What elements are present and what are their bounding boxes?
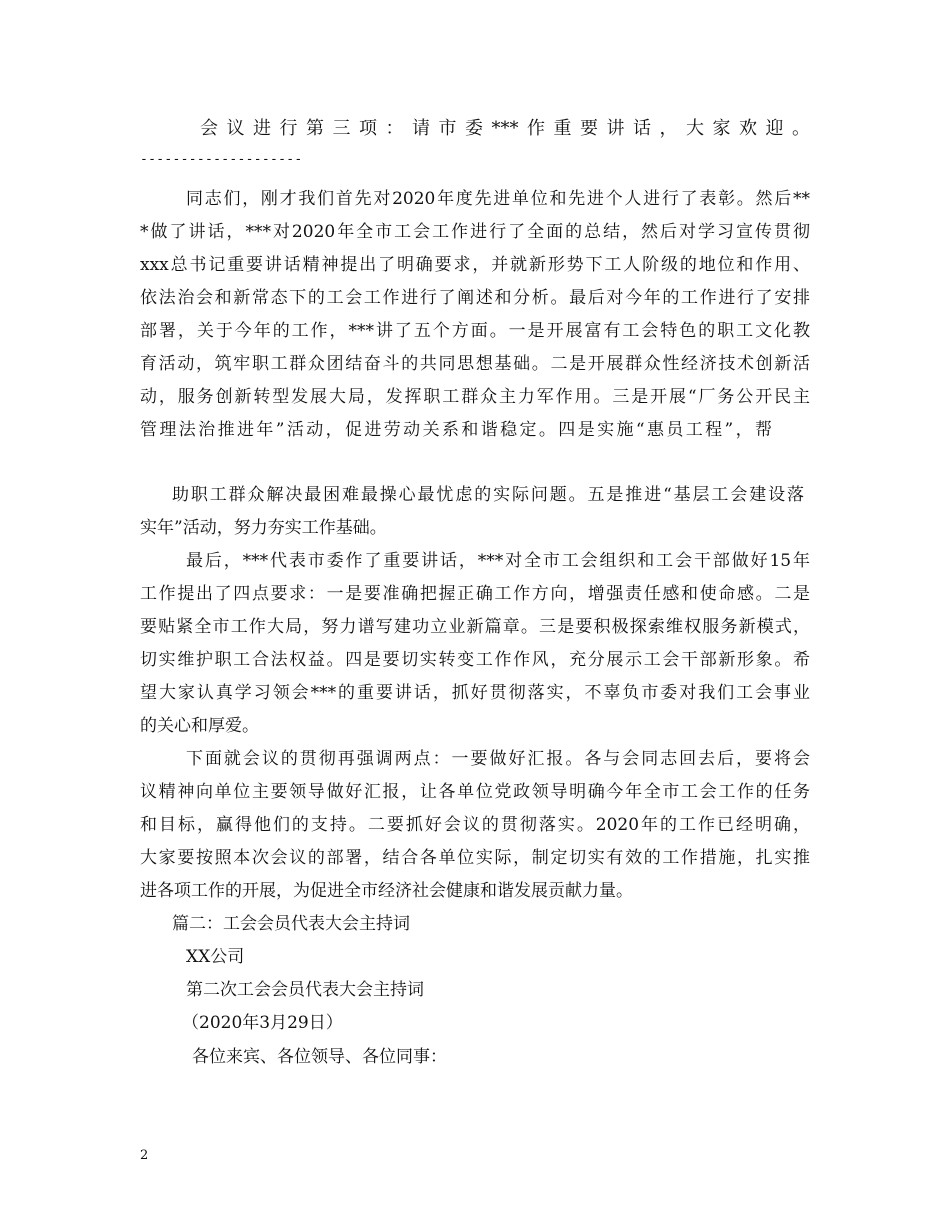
body-line: *做了讲话，***对2020年全市工会工作进行了全面的总结，然后对学习宣传贯彻 bbox=[140, 222, 810, 242]
body-line: 下面就会议的贯彻再强调两点：一要做好汇报。各与会同志回去后，要将会 bbox=[186, 749, 810, 769]
company-name: XX公司 bbox=[186, 947, 245, 967]
body-line: 大家要按照本次会议的部署，结合各单位实际，制定切实有效的工作措施，扎实推 bbox=[140, 848, 810, 868]
body-line: 最后，***代表市委作了重要讲话，***对全市工会组织和工会干部做好15年 bbox=[186, 551, 810, 571]
body-line: 育活动，筑牢职工群众团结奋斗的共同思想基础。二是开展群众性经济技术创新活 bbox=[140, 354, 810, 374]
body-line: 议精神向单位主要领导做好汇报，让各单位党政领导明确今年全市工会工作的任务 bbox=[140, 782, 810, 802]
body-line: 切实维护职工合法权益。四是要切实转变工作作风，充分展示工会干部新形象。希 bbox=[140, 650, 810, 670]
body-line: 管理法治推进年”活动，促进劳动关系和谐稳定。四是实施“惠员工程”，帮 bbox=[140, 420, 772, 440]
body-line: 望大家认真学习领会***的重要讲话，抓好贯彻落实，不辜负市委对我们工会事业 bbox=[140, 683, 810, 703]
page-number: 2 bbox=[140, 1148, 149, 1163]
body-line: 同志们，刚才我们首先对2020年度先进单位和先进个人进行了表彰。然后** bbox=[186, 189, 810, 209]
body-line: 实年”活动，努力夯实工作基础。 bbox=[140, 518, 387, 538]
speech-title: 第二次工会会员代表大会主持词 bbox=[186, 980, 424, 1000]
body-line: 动，服务创新转型发展大局，发挥职工群众主力军作用。三是开展“厂务公开民主 bbox=[140, 387, 810, 407]
body-line: 工作提出了四点要求：一是要准确把握正确工作方向，增强责任感和使命感。二是 bbox=[140, 584, 810, 604]
salutation: 各位来宾、各位领导、各位同事： bbox=[192, 1047, 447, 1067]
body-line: 依法治会和新常态下的工会工作进行了阐述和分析。最后对今年的工作进行了安排 bbox=[140, 288, 810, 308]
body-line: 进各项工作的开展，为促进全市经济社会健康和谐发展贡献力量。 bbox=[140, 881, 633, 901]
body-line: 和目标，赢得他们的支持。二要抓好会议的贯彻落实。2020年的工作已经明确， bbox=[140, 815, 810, 835]
body-line: 要贴紧全市工作大局，努力谱写建功立业新篇章。三是要积极探索维权服务新模式， bbox=[140, 617, 810, 637]
section-heading: 篇二：工会会员代表大会主持词 bbox=[172, 914, 410, 934]
body-line: xxx总书记重要讲话精神提出了明确要求，并就新形势下工人阶级的地位和作用、 bbox=[140, 255, 810, 275]
header-line: 会议进行第三项：请市委***作重要讲话，大家欢迎。 bbox=[200, 118, 810, 139]
separator-line: -------------------- bbox=[140, 152, 303, 167]
body-line: 部署，关于今年的工作，***讲了五个方面。一是开展富有工会特色的职工文化教 bbox=[140, 321, 810, 341]
speech-date: （2020年3月29日） bbox=[182, 1013, 343, 1033]
body-line: 的关心和厚爱。 bbox=[140, 716, 259, 736]
body-line: 助职工群众解决最困难最操心最忧虑的实际问题。五是推进“基层工会建设落 bbox=[172, 485, 804, 505]
